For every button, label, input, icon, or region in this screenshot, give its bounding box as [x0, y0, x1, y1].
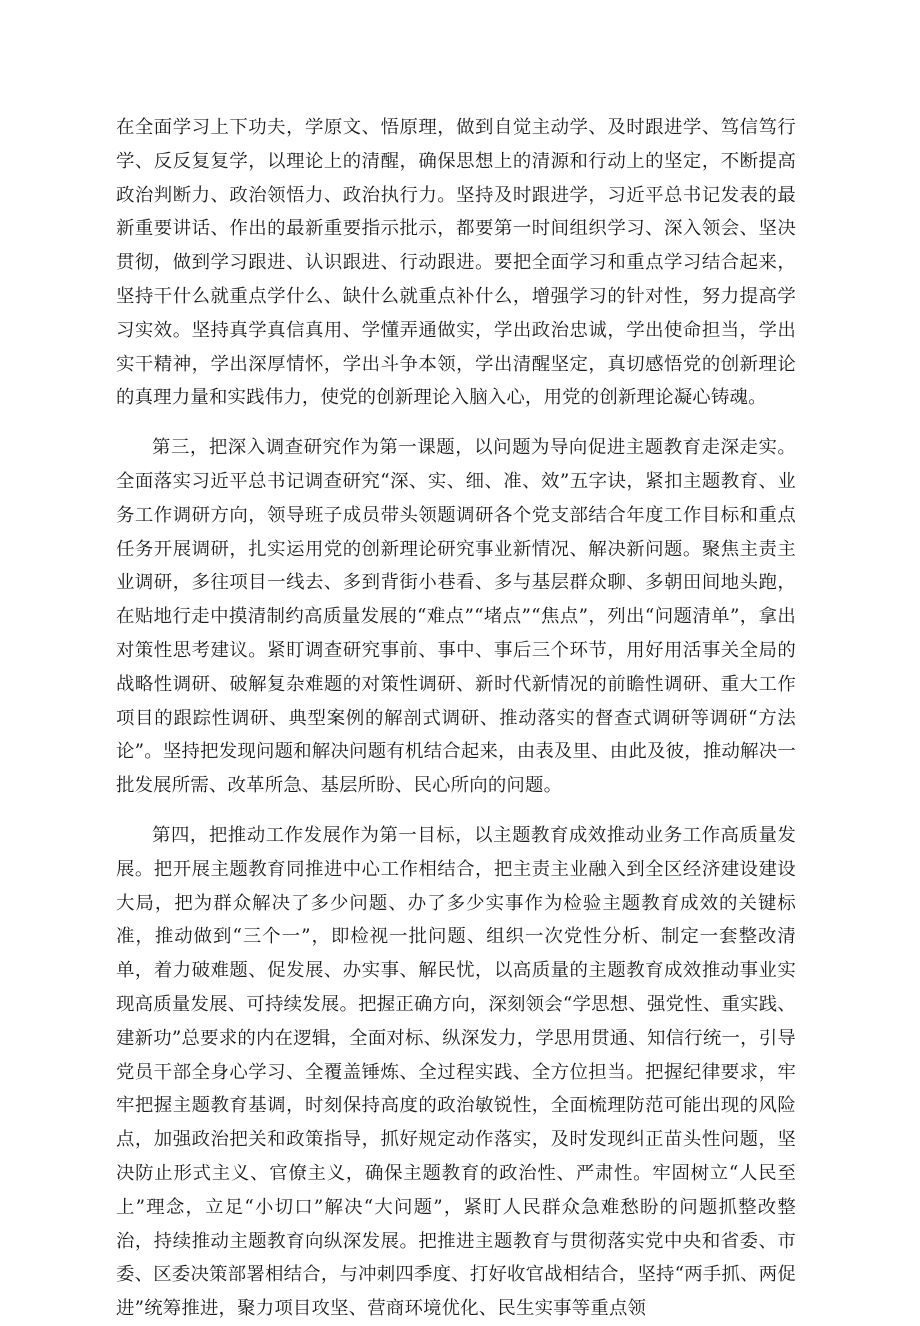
- paragraph-continuation: 在全面学习上下功夫，学原文、悟原理，做到自觉主动学、及时跟进学、笃信笃行学、反反复复学，以理论上的清醒，确保思想上的清源和行动上的坚定，不断提高政治判断力、政治领悟力、政治执行力。坚持及时跟进学，习近平总书记发表的最新重要讲话、作出的最新重要指示批示，都要第一时间组织学习、深入领会、坚决贯彻，做到学习跟进、认识跟进、行动跟进。要把全面学习和重点学习结合起来，坚持干什么就重点学什么、缺什么就重点补什么，增强学习的针对性，努力提高学习实效。坚持真学真信真用、学懂弄通做实，学出政治忠诚，学出使命担当，学出实干精神，学出深厚情怀，学出斗争本领，学出清醒坚定，真切感悟党的创新理论的真理力量和实践伟力，使党的创新理论入脑入心，用党的创新理论凝心铸魂。: [116, 117, 796, 409]
- document-body: [116, 111, 796, 1326]
- paragraph-fourth: 第四，把推动工作发展作为第一目标，以主题教育成效推动业务工作高质量发展。把开展主题教育同推进中心工作相结合，把主责主业融入到全区经济建设建设大局，把为群众解决了多少问题、办了多少实事作为检验主题教育成效的关键标准，推动做到“三个一”，即检视一批问题、组织一次党性分析、制定一套整改清单，着力破难题、促发展、办实事、解民忧，以高质量的主题教育成效推动事业实现高质量发展、可持续发展。把握正确方向，深刻领会“学思想、强党性、重实践、建新功”总要求的内在逻辑，全面对标、纵深发力，学思用贯通、知信行统一，引导党员干部全身心学习、全覆盖锤炼、全过程实践、全方位担当。把握纪律要求，牢牢把握主题教育基调，时刻保持高度的政治敏锐性，全面梳理防范可能出现的风险点，加强政治把关和政策指导，抓好规定动作落实，及时发现纠正苗头性问题，坚决防止形式主义、官僚主义，确保主题教育的政治性、严肃性。牢固树立“人民至上”理念，立足“小切口”解决“大问题”，紧盯人民群众急难愁盼的问题抓整改整治，持续推动主题教育向纵深发展。把推进主题教育与贯彻落实党中央和省委、市委、区委决策部署相结合，与冲刺四季度、打好收官战相结合，坚持“两手抓、两促进”统筹推进，聚力项目攻坚、营商环境优化、民生实事等重点领: [116, 824, 796, 1320]
- paragraph-third: 第三，把深入调查研究作为第一课题，以问题为导向促进主题教育走深走实。全面落实习近平总书记调查研究“深、实、细、准、效”五字诀，紧扣主题教育、业务工作调研方向，领导班子成员带头领题调研各个党支部结合年度工作目标和重点任务开展调研，扎实运用党的创新理论研究事业新情况、解决新问题。聚焦主责主业调研，多往项目一线去、多到背街小巷看、多与基层群众聊、多朝田间地头跑，在贴地行走中摸清制约高质量发展的“难点”“堵点”“焦点”，列出“问题清单”，拿出对策性思考建议。紧盯调查研究事前、事中、事后三个环节，用好用活事关全局的战略性调研、破解复杂难题的对策性调研、新时代新情况的前瞻性调研、重大工作项目的跟踪性调研、典型案例的解剖式调研、推动落实的督查式调研等调研“方法论”。坚持把发现问题和解决问题有机结合起来，由表及里、由此及彼，推动解决一批发展所需、改革所急、基层所盼、民心所向的问题。: [116, 437, 796, 797]
